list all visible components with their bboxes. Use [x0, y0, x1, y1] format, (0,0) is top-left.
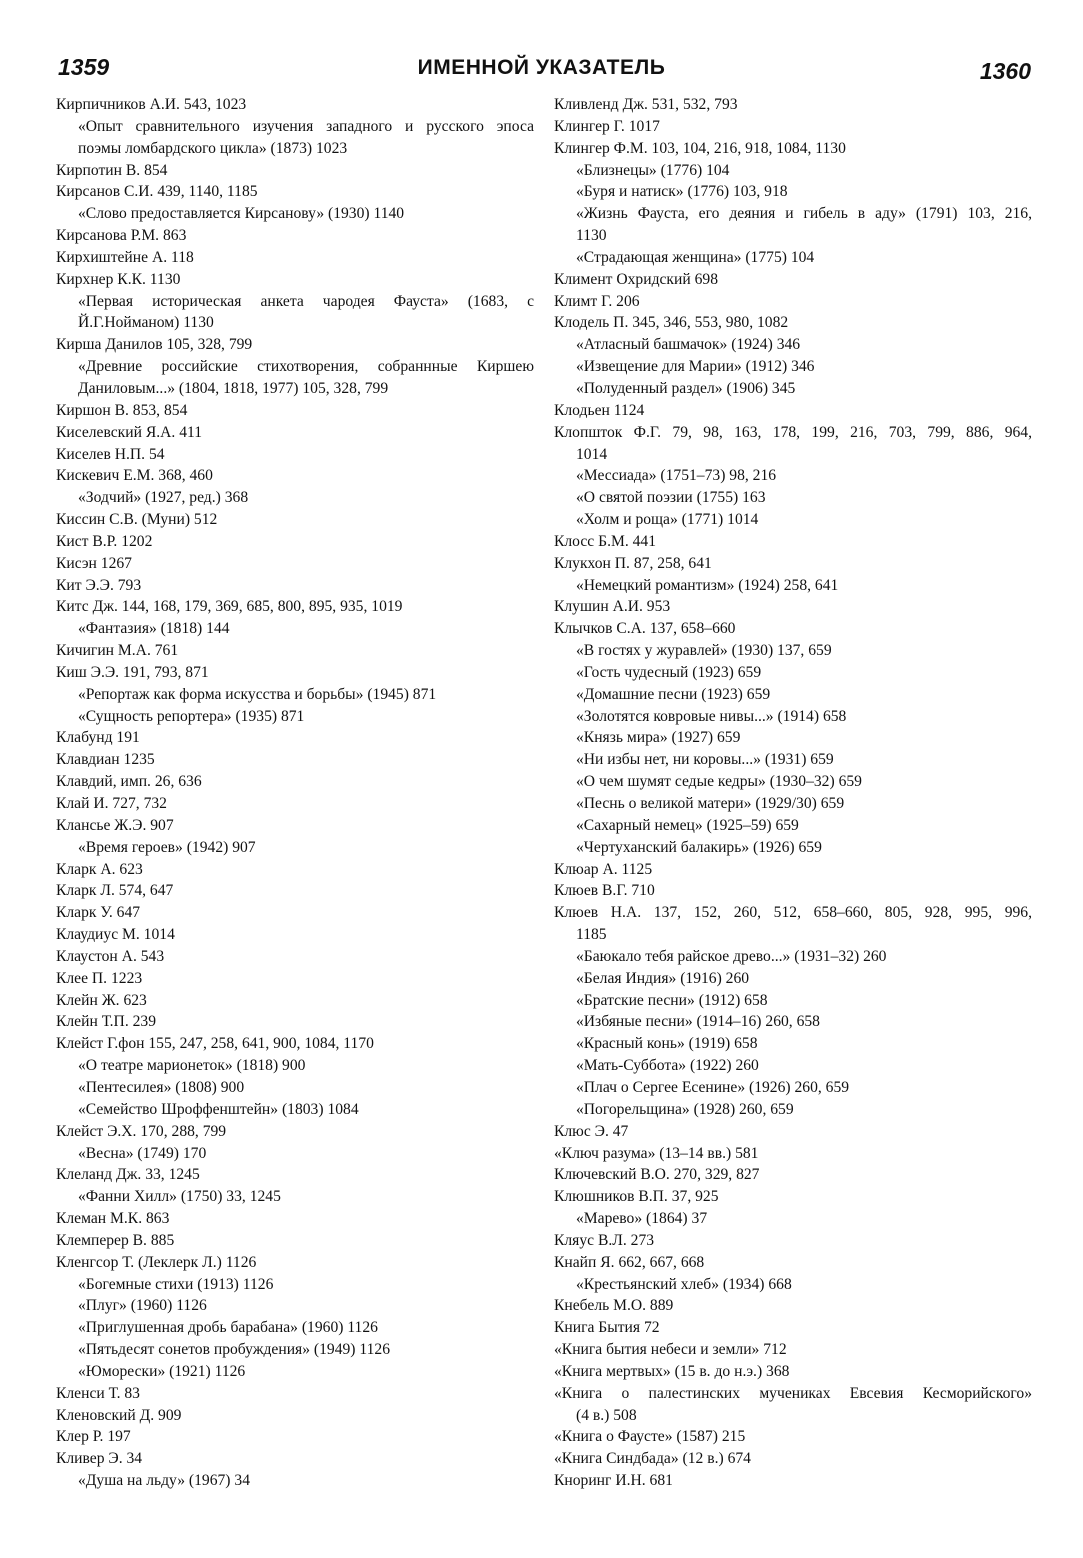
index-subentry: «О чем шумят седые кедры» (1930–32) 659 [576, 773, 862, 791]
index-entry: «Ключ разума» (13–14 вв.) 581 [554, 1144, 759, 1162]
index-entry: Клейст Э.Х. 170, 288, 799 [56, 1122, 227, 1140]
index-entry: Клеман М.К. 863 [56, 1210, 170, 1228]
index-subentry: «Пентесилея» (1808) 900 [78, 1078, 245, 1096]
index-subentry: «Погорельщина» (1928) 260, 659 [576, 1100, 794, 1118]
index-subentry: «Золотятся ковровые нивы...» (1914) 658 [576, 707, 847, 725]
index-subentry: «Марево» (1864) 37 [576, 1210, 708, 1228]
index-entry: Кленовский Д. 909 [56, 1406, 182, 1424]
index-entry: Кляус В.Л. 273 [554, 1231, 655, 1249]
index-subentry: «Зодчий» (1927, ред.) 368 [78, 489, 249, 507]
index-entry: Климт Г. 206 [554, 292, 640, 310]
index-subentry: «Фанни Хилл» (1750) 33, 1245 [78, 1188, 281, 1206]
index-subentry: «Песнь о великой матери» (1929/30) 659 [576, 795, 845, 812]
index-subentry: «Семейство Шроффенштейн» (1803) 1084 [78, 1100, 359, 1118]
index-entry: Киршон В. 853, 854 [56, 401, 188, 419]
index-subentry: «Фантазия» (1818) 144 [78, 620, 230, 638]
index-subentry: «Полуденный раздел» (1906) 345 [576, 379, 796, 397]
index-entry: Клодьен 1124 [554, 401, 645, 419]
index-subentry: «Белая Индия» (1916) 260 [576, 969, 750, 987]
index-entry: Клавдиан 1235 [56, 751, 155, 769]
index-subentry: «Близнецы» (1776) 104 [576, 161, 730, 179]
page-header [0, 50, 1083, 90]
index-subentry: «Буря и натиск» (1776) 103, 918 [576, 183, 788, 201]
index-entry: Клейн Т.П. 239 [56, 1013, 157, 1031]
index-subentry: «Мессиада» (1751–73) 98, 216 [576, 467, 777, 485]
index-entry: «Книга бытия небеси и земли» 712 [554, 1341, 787, 1359]
index-entry-continuation: поэмы ломбардского цикла» (1873) 1023 [78, 139, 348, 157]
index-entry: Кисэн 1267 [56, 554, 132, 572]
index-entry: Кирсанова Р.М. 863 [56, 227, 187, 245]
index-entry: Клюшников В.П. 37, 925 [554, 1188, 719, 1206]
index-entry: Киселев Н.П. 54 [56, 445, 165, 463]
index-entry: «Книга Синдбада» (12 в.) 674 [554, 1450, 751, 1468]
index-entry: Клингер Ф.М. 103, 104, 216, 918, 1084, 1130 [554, 139, 846, 157]
index-entry: Кирхиштейне А. 118 [56, 248, 194, 266]
index-entry: Кнайп Я. 662, 667, 668 [554, 1253, 705, 1271]
index-entry: Кленси Т. 83 [56, 1384, 140, 1402]
index-entry-continuation: 1185 [576, 926, 607, 944]
index-entry: Клюев В.Г. 710 [554, 882, 655, 900]
index-subentry: «Холм и роща» (1771) 1014 [576, 511, 759, 529]
page-title: ИМЕННОЙ УКАЗАТЕЛЬ [417, 56, 666, 79]
index-entry: Ключевский В.О. 270, 329, 827 [554, 1166, 760, 1184]
index-entry-continuation: 1014 [576, 445, 608, 463]
index-subentry: «Избяные песни» (1914–16) 260, 658 [576, 1013, 820, 1031]
index-subentry: «Баюкало тебя райское древо...» (1931–32) 260 [576, 947, 887, 965]
index-entry: Кливленд Дж. 531, 532, 793 [554, 96, 738, 113]
index-subentry: «Чертуханский балакирь» (1926) 659 [576, 838, 822, 856]
index-entry: Клансье Ж.Э. 907 [56, 816, 174, 834]
index-subentry: «Атласный башмачок» (1924) 346 [576, 336, 801, 354]
index-subentry: «Жизнь Фауста, его деяния и гибель в аду» (1791) 103, 216, [576, 205, 1032, 223]
index-entry: Клычков С.А. 137, 658–660 [554, 620, 736, 638]
index-subentry: «Юморески» (1921) 1126 [78, 1362, 246, 1380]
index-entry: Клавдий, имп. 26, 636 [56, 773, 202, 791]
index-entry: Клюев Н.А. 137, 152, 260, 512, 658–660, 805, 928, 995, 996, [554, 904, 1032, 922]
index-entry: Клушин А.И. 953 [554, 598, 671, 616]
index-subentry: «Красный конь» (1919) 658 [576, 1035, 758, 1053]
index-entry: Клейст Г.фон 155, 247, 258, 641, 900, 1084, 1170 [56, 1035, 374, 1053]
index-entry: Кит Э.Э. 793 [56, 576, 142, 594]
index-entry: Клабунд 191 [56, 729, 140, 747]
index-subentry: «Репортаж как форма искусства и борьбы» (1945) 871 [78, 685, 437, 703]
index-entry-continuation: (4 в.) 508 [576, 1406, 637, 1424]
index-entry: Клопшток Ф.Г. 79, 98, 163, 178, 199, 216, 703, 799, 886, 964, [554, 423, 1032, 441]
index-subentry: «О святой поэзии (1755) 163 [576, 489, 766, 507]
index-entry: Киселевский Я.А. 411 [56, 423, 203, 441]
index-entry-continuation: 1130 [576, 227, 607, 245]
index-entry: Китс Дж. 144, 168, 179, 369, 685, 800, 895, 935, 1019 [56, 598, 403, 616]
index-entry: Кирпичников А.И. 543, 1023 [56, 96, 247, 113]
index-subentry: «Гость чудесный (1923) 659 [576, 663, 762, 681]
index-subentry: «Домашние песни (1923) 659 [576, 685, 771, 703]
index-entry: Клодель П. 345, 346, 553, 980, 1082 [554, 314, 789, 332]
right-index-column [554, 94, 1032, 1492]
index-entry-continuation: Й.Г.Нойманом) 1130 [78, 314, 214, 332]
index-entry: Кискевич Е.М. 368, 460 [56, 467, 213, 485]
index-entry: Кларк Л. 574, 647 [56, 882, 174, 900]
index-entry: Клер Р. 197 [56, 1428, 131, 1446]
left-index-column [56, 94, 534, 1492]
index-entry: Кирша Данилов 105, 328, 799 [56, 336, 253, 354]
index-subentry: «Мать-Суббота» (1922) 260 [576, 1057, 759, 1075]
index-entry: Киссин С.В. (Муни) 512 [56, 511, 218, 529]
index-entry: Кирсанов С.И. 439, 1140, 1185 [56, 183, 258, 201]
index-entry: «Книга о Фаусте» (1587) 215 [554, 1428, 746, 1446]
index-entry: Клеланд Дж. 33, 1245 [56, 1166, 200, 1184]
index-subentry: «Страдающая женщина» (1775) 104 [576, 248, 815, 266]
index-entry: Кларк У. 647 [56, 904, 141, 922]
index-entry: Клаустон А. 543 [56, 947, 165, 965]
index-entry: Клейн Ж. 623 [56, 991, 147, 1009]
index-entry: Клее П. 1223 [56, 969, 143, 987]
index-entry: Клосс Б.М. 441 [554, 532, 657, 550]
index-subentry: «Время героев» (1942) 907 [78, 838, 256, 856]
index-subentry: «Первая историческая анкета чародея Фауста» (1683, с [78, 292, 534, 310]
index-entry: Книга Бытия 72 [554, 1319, 660, 1337]
index-subentry: «Князь мира» (1927) 659 [576, 729, 741, 747]
left-page-number: 1359 [58, 54, 110, 80]
index-subentry: «Опыт сравнительного изучения западного и русского эпоса [78, 117, 534, 135]
right-page-number: 1360 [979, 58, 1031, 84]
index-entry: Кирхнер К.К. 1130 [56, 270, 181, 288]
index-entry: «Книга о палестинских мучениках Евсевия Кесморийского» [554, 1384, 1032, 1402]
index-subentry: «Ни избы нет, ни коровы...» (1931) 659 [576, 751, 834, 769]
index-subentry: «О театре марионеток» (1818) 900 [78, 1057, 306, 1075]
index-subentry: «Пятьдесят сонетов пробуждения» (1949) 1126 [78, 1341, 390, 1359]
index-subentry: «Богемные стихи (1913) 1126 [78, 1275, 274, 1293]
index-entry: Кирпотин В. 854 [56, 161, 168, 179]
index-subentry: «Плач о Сергее Есенине» (1926) 260, 659 [576, 1078, 850, 1096]
index-entry: Клемперер В. 885 [56, 1231, 175, 1249]
index-subentry: «Немецкий романтизм» (1924) 258, 641 [576, 576, 839, 594]
index-entry: Клаудиус М. 1014 [56, 926, 175, 944]
index-entry: Кнебель М.О. 889 [554, 1297, 674, 1315]
index-entry-continuation: Даниловым...» (1804, 1818, 1977) 105, 328, 799 [78, 379, 389, 397]
index-subentry: «Извещение для Марии» (1912) 346 [576, 358, 815, 376]
index-subentry: «В гостях у журавлей» (1930) 137, 659 [576, 642, 832, 660]
index-entry: Кист В.Р. 1202 [56, 532, 153, 550]
index-entry: Киш Э.Э. 191, 793, 871 [56, 663, 209, 681]
index-entry: Кичигин М.А. 761 [56, 642, 179, 660]
index-subentry: «Душа на льду» (1967) 34 [78, 1472, 250, 1490]
index-subentry: «Весна» (1749) 170 [78, 1144, 207, 1162]
index-entry: Кларк А. 623 [56, 860, 143, 878]
index-entry: Клай И. 727, 732 [56, 795, 167, 812]
index-subentry: «Сущность репортера» (1935) 871 [78, 707, 305, 725]
index-entry: Клюар А. 1125 [554, 860, 653, 878]
index-subentry: «Сахарный немец» (1925–59) 659 [576, 816, 799, 834]
index-subentry: «Слово предоставляется Кирсанову» (1930) 1140 [78, 205, 405, 223]
index-entry: Клингер Г. 1017 [554, 117, 660, 135]
index-subentry: «Крестьянский хлеб» (1934) 668 [576, 1275, 792, 1293]
index-entry: Кленгсор Т. (Леклерк Л.) 1126 [56, 1253, 257, 1271]
index-entry: Клюс Э. 47 [554, 1122, 629, 1140]
index-entry: Клукхон П. 87, 258, 641 [554, 554, 712, 572]
index-entry: Кноринг И.Н. 681 [554, 1472, 673, 1490]
index-entry: Кливер Э. 34 [56, 1450, 143, 1468]
index-subentry: «Приглушенная дробь барабана» (1960) 1126 [78, 1319, 378, 1337]
index-subentry: «Древние российские стихотворения, собраннные Киршею [78, 358, 534, 376]
index-entry: Климент Охридский 698 [554, 270, 718, 288]
index-entry: «Книга мертвых» (15 в. до н.э.) 368 [554, 1362, 790, 1380]
index-subentry: «Братские песни» (1912) 658 [576, 991, 768, 1009]
index-subentry: «Плуг» (1960) 1126 [78, 1297, 207, 1315]
